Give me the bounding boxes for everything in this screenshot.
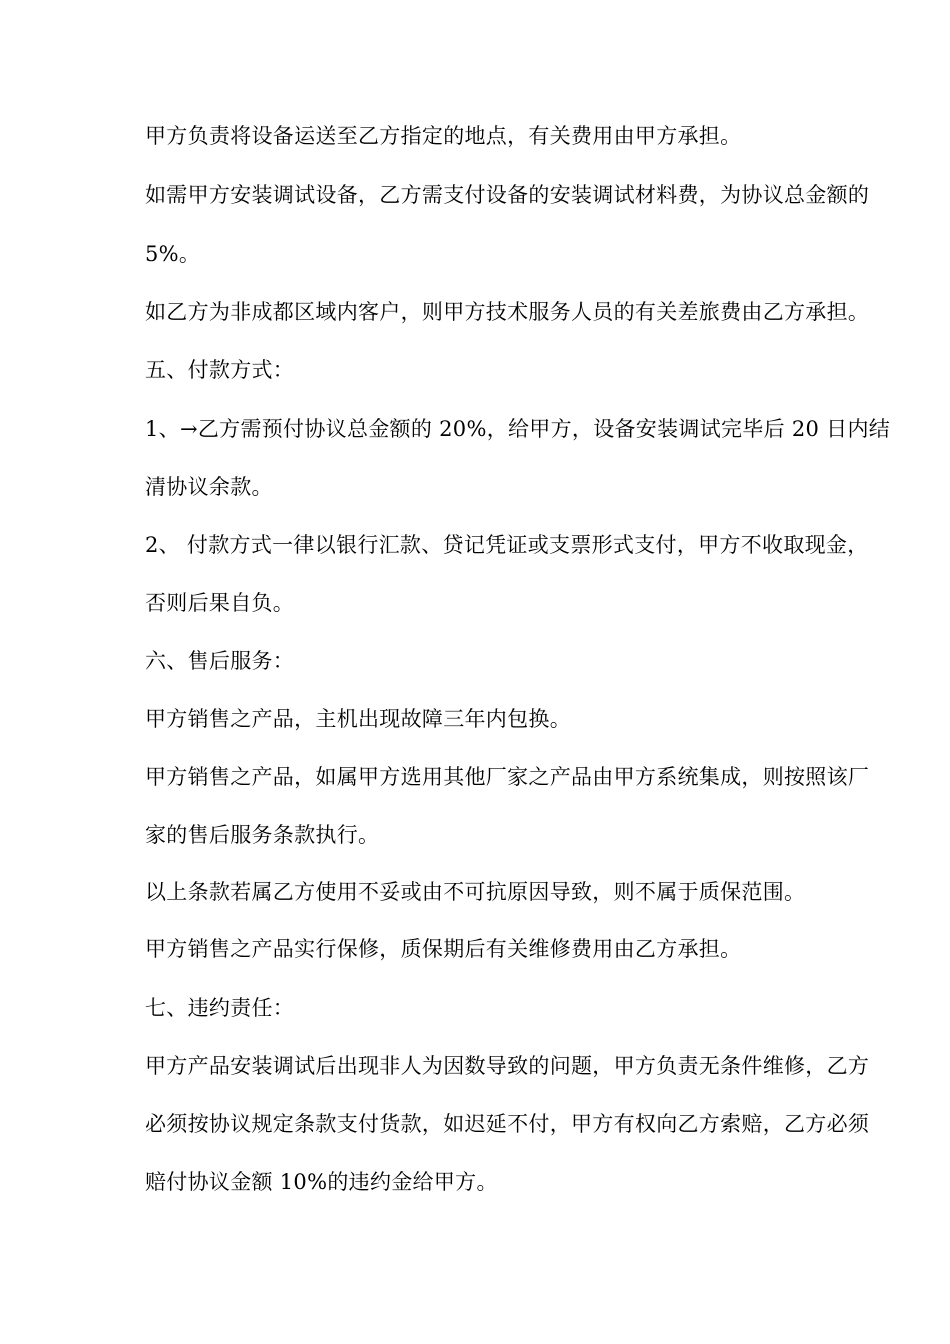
text-line: 如需甲方安装调试设备，乙方需支付设备的安装调试材料费，为协议总金额的 [145,183,870,207]
text-line: 甲方销售之产品实行保修，质保期后有关维修费用由乙方承担。 [145,937,742,961]
text-line: 甲方销售之产品，如属甲方选用其他厂家之产品由甲方系统集成，则按照该厂 [145,765,870,789]
text-line: 以上条款若属乙方使用不妥或由不可抗原因导致，则不属于质保范围。 [145,880,806,904]
text-line: 2、 付款方式一律以银行汇款、贷记凭证或支票形式支付，甲方不收取现金， [145,533,869,557]
text-line: 否则后果自负。 [145,591,295,615]
text-line: 赔付协议金额 10%的违约金给甲方。 [145,1170,498,1194]
section-heading-after-sales: 六、售后服务： [145,649,295,673]
text-line: 甲方负责将设备运送至乙方指定的地点，有关费用由甲方承担。 [145,124,742,148]
section-heading-liability: 七、违约责任： [145,996,295,1020]
text-line: 5%。 [145,242,201,266]
text-line: 家的售后服务条款执行。 [145,823,380,847]
text-line: 如乙方为非成都区域内客户，则甲方技术服务人员的有关差旅费由乙方承担。 [145,300,870,324]
text-line: 甲方产品安装调试后出现非人为因数导致的问题，甲方负责无条件维修，乙方 [145,1054,870,1078]
text-line: 甲方销售之产品，主机出现故障三年内包换。 [145,707,571,731]
text-line: 必须按协议规定条款支付货款，如迟延不付，甲方有权向乙方索赔，乙方必须 [145,1112,870,1136]
text-line: 清协议余款。 [145,475,273,499]
text-line: 1、→乙方需预付协议总金额的 20%，给甲方，设备安装调试完毕后 20 日内结 [145,417,891,441]
section-heading-payment: 五、付款方式： [145,358,295,382]
